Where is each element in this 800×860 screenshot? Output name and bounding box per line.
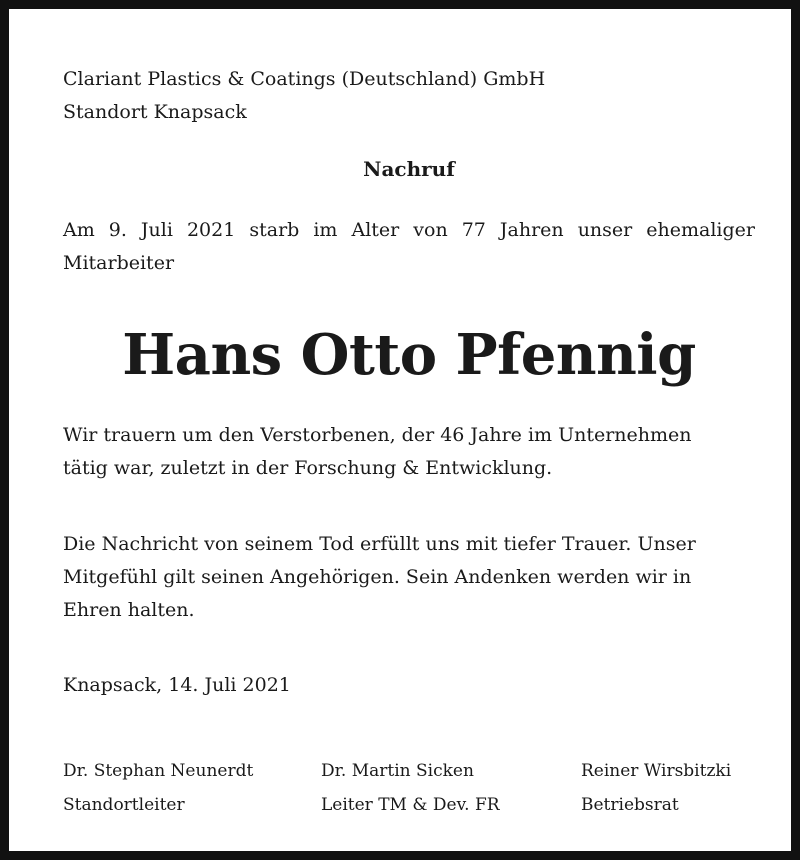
company-site: Standort Knapsack	[63, 101, 247, 123]
intro-line-1: Am 9. Juli 2021 starb im Alter von 77 Jahren unser ehemaliger	[63, 219, 755, 241]
tribute-paragraph-2	[63, 528, 763, 627]
intro-line-2: Mitarbeiter	[63, 252, 175, 274]
signatory-name: Dr. Martin Sicken	[321, 761, 474, 781]
signatory-1	[63, 754, 253, 822]
tribute-paragraph-1	[63, 419, 763, 485]
tribute-paragraph-2-line-2: Mitgefühl gilt seinen Angehörigen. Sein Andenken werden wir in	[63, 566, 692, 588]
tribute-paragraph-2-line-1: Die Nachricht von seinem Tod erfüllt uns mit tiefer Trauer. Unser	[63, 533, 696, 555]
company-name: Clariant Plastics & Coatings (Deutschland) GmbH	[63, 68, 546, 90]
signatory-2	[321, 754, 500, 822]
deceased-name: Hans Otto Pfennig	[122, 322, 696, 388]
signatory-name: Dr. Stephan Neunerdt	[63, 761, 254, 781]
tribute-paragraph-2-line-3: Ehren halten.	[63, 599, 195, 621]
intro-text	[63, 214, 755, 280]
signatory-name: Reiner Wirsbitzki	[581, 761, 732, 781]
tribute-paragraph-1-line-2: tätig war, zuletzt in der Forschung & Entwicklung.	[63, 457, 553, 479]
company-block	[63, 63, 545, 129]
signatory-3	[581, 754, 731, 822]
signatory-role: Leiter TM & Dev. FR	[321, 795, 500, 815]
place-date: Knapsack, 14. Juli 2021	[63, 674, 291, 696]
signatory-role: Betriebsrat	[581, 795, 679, 815]
signatory-role: Standortleiter	[63, 795, 185, 815]
tribute-paragraph-1-line-1: Wir trauern um den Verstorbenen, der 46 Jahre im Unternehmen	[63, 424, 692, 446]
notice-heading: Nachruf	[363, 157, 455, 181]
